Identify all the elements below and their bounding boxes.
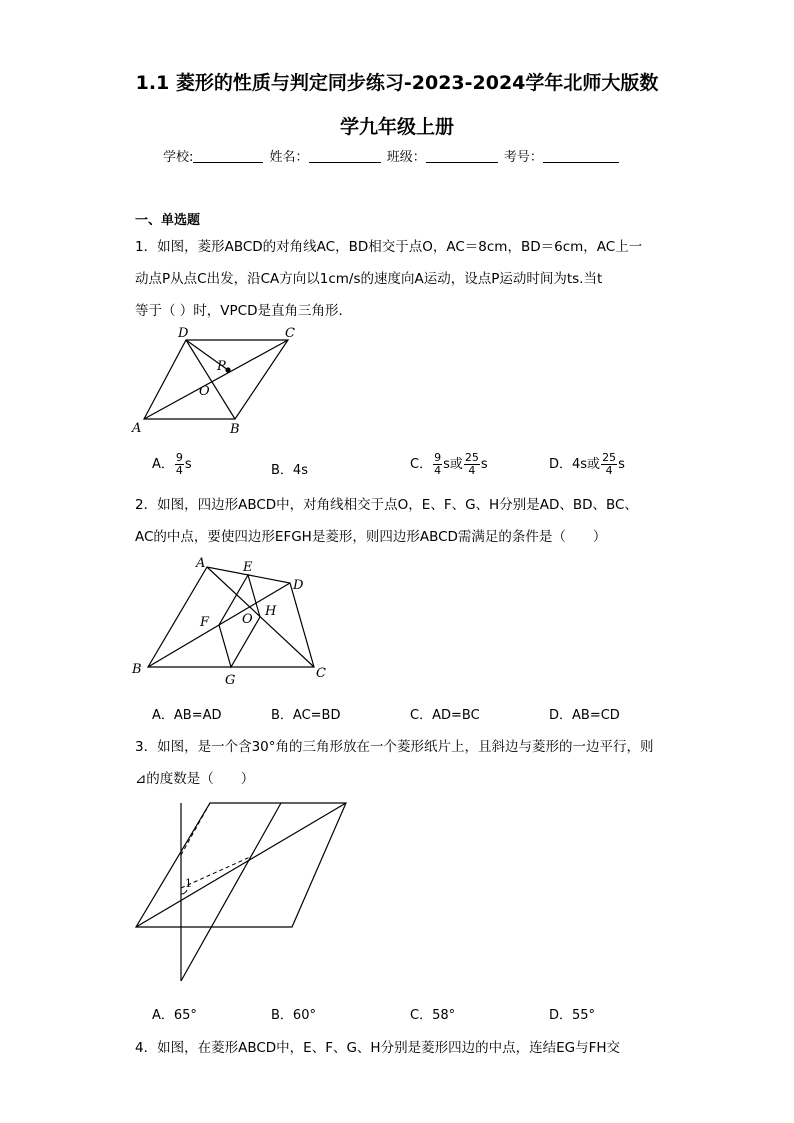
q1-option-c[interactable]: C． $\frac{9}{4}$ s或 $\frac{25}{4}$ s xyxy=(410,451,488,477)
label-o: O xyxy=(199,384,210,399)
q1-line-2: 动点P从点C出发，沿CA方向以1cm/s的速度向A运动，设点P运动时间为ts.当t xyxy=(135,271,603,287)
q2-line-2: AC的中点，要使四边形EFGH是菱形，则四边形ABCD需满足的条件是（ ） xyxy=(135,529,607,545)
q1-rhombus-figure xyxy=(130,322,300,437)
q3-option-d[interactable]: D．55° xyxy=(549,1008,596,1023)
q2-line-1: 2．如图，四边形ABCD中，对角线相交于点O，E、F、G、H分别是AD、BD、BC、 xyxy=(135,497,638,513)
title-line-2: 学九年级上册 xyxy=(339,116,454,138)
point-p xyxy=(225,367,230,372)
diagonal-bd xyxy=(186,340,235,419)
angle-1-arc xyxy=(181,890,187,894)
hidden-edge-2 xyxy=(181,803,210,855)
name-label: 姓名： xyxy=(269,150,309,165)
q2-option-b[interactable]: B．AC=BD xyxy=(271,708,341,723)
q3-option-a[interactable]: A．65° xyxy=(152,1008,197,1023)
label-b: B xyxy=(230,422,240,437)
school-blank[interactable] xyxy=(193,149,263,163)
label-h: H xyxy=(265,604,277,619)
class-blank[interactable] xyxy=(426,149,498,163)
section-title: 一、单选题 xyxy=(135,213,201,228)
triangle-hypotenuse-upper xyxy=(136,803,346,927)
name-blank[interactable] xyxy=(309,149,381,163)
label-c: C xyxy=(285,326,295,341)
exam-number-blank[interactable] xyxy=(543,149,619,163)
label-g: G xyxy=(225,673,236,688)
label-d: D xyxy=(178,326,189,341)
q3-line-2: ⊿的度数是（ ） xyxy=(135,771,255,787)
label-c: C xyxy=(316,666,326,681)
q3-option-c[interactable]: C．58° xyxy=(410,1008,456,1023)
class-label: 班级： xyxy=(386,150,426,165)
label-d: D xyxy=(293,578,304,593)
q1-option-b[interactable]: B．4s xyxy=(271,463,308,478)
q1-option-d[interactable]: D．4s或 $\frac{25}{4}$ s xyxy=(549,451,625,477)
q3-line-1: 3．如图，是一个含30°角的三角形放在一个菱形纸片上，且斜边与菱形的一边平行，则 xyxy=(135,739,654,755)
q1-line-3: 等于（ ）时，VPCD是直角三角形． xyxy=(135,303,352,319)
label-o: O xyxy=(242,612,253,627)
q3-option-b[interactable]: B．60° xyxy=(271,1008,316,1023)
title-line-1: 1.1 菱形的性质与判定同步练习-2023-2024学年北师大版数 xyxy=(135,72,659,94)
q1-line-1: 1．如图，菱形ABCD的对角线AC，BD相交于点O，AC＝8cm，BD＝6cm，AC上一 xyxy=(135,239,643,255)
student-info-row xyxy=(163,146,621,165)
angle-1-label: 1 xyxy=(185,877,192,890)
q2-option-c[interactable]: C．AD=BC xyxy=(410,708,480,723)
q2-option-d[interactable]: D．AB=CD xyxy=(549,708,620,723)
exam-number-label: 考号： xyxy=(503,150,543,165)
label-e: E xyxy=(243,560,253,575)
q3-triangle-rhombus-figure xyxy=(130,795,355,990)
q2-option-a[interactable]: A．AB=AD xyxy=(152,708,222,723)
label-p: P xyxy=(217,359,226,374)
label-b: B xyxy=(132,662,142,677)
q1-option-a[interactable]: A． $\frac{9}{4}$ s xyxy=(152,451,192,477)
label-f: F xyxy=(200,615,210,630)
school-label: 学校: xyxy=(163,150,194,165)
label-a: A xyxy=(132,421,142,436)
q4-line-1: 4．如图，在菱形ABCD中，E、F、G、H分别是菱形四边的中点，连结EG与FH交 xyxy=(135,1040,620,1056)
q2-quadrilateral-figure xyxy=(130,555,335,690)
label-a: A xyxy=(196,556,206,571)
